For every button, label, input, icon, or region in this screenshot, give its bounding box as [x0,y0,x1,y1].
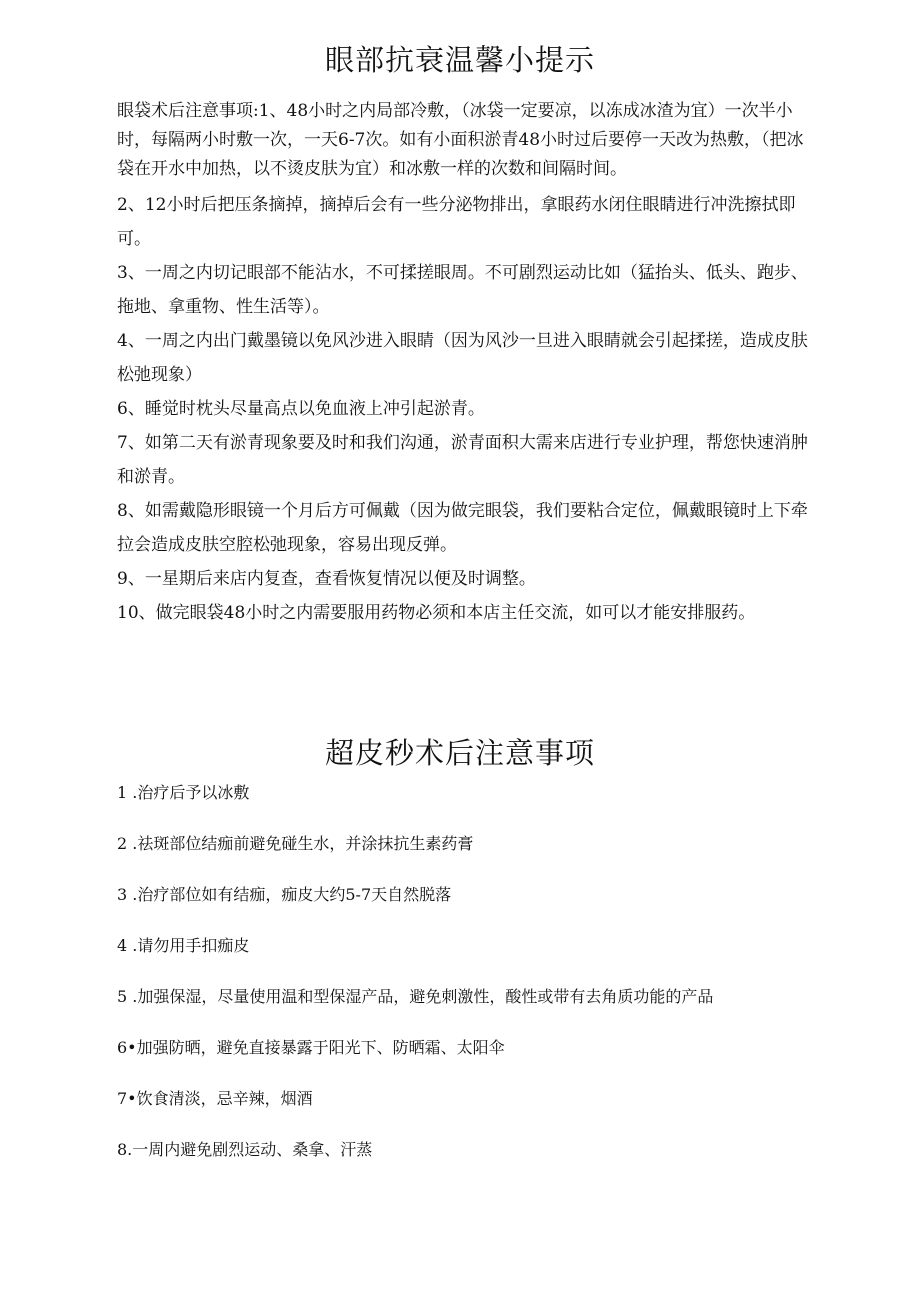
document-title-eye: 眼部抗衰温馨小提示 [324,43,595,77]
eye-care-item-7: 7、如第二天有淤青现象要及时和我们沟通，淤青面积大需来店进行专业护理，帮您快速消肿和淤青。 [117,433,808,487]
eye-care-section [117,97,809,630]
eye-care-item-6: 6、睡觉时枕头尽量高点以免血液上冲引起淤青。 [117,399,485,419]
eye-care-item-9: 9、一星期后来店内复查，查看恢复情况以便及时调整。 [117,569,536,589]
eye-bag-intro-paragraph: 眼袋术后注意事项:1、48小时之内局部冷敷，（冰袋一定要凉，以冻成冰渣为宜）一次半小时，每隔两小时敷一次，一天6-7次。如有小面积淤青48小时过后要停一天改为热敷，（把冰袋在开水中加热，以不烫皮肤为宜）和冰敷一样的次数和间隔时间。 [117,101,804,179]
eye-care-item-4: 4、一周之内出门戴墨镜以免风沙进入眼睛（因为风沙一旦进入眼睛就会引起揉搓，造成皮肤松弛现象） [117,331,808,385]
document-title-picosecond: 超皮秒术后注意事项 [324,736,595,770]
picosecond-item-3: 3 .治疗部位如有结痂，痂皮大约5-7天自然脱落 [117,885,452,904]
picosecond-item-5: 5 .加强保湿，尽量使用温和型保湿产品，避免刺激性，酸性或带有去角质功能的产品 [117,987,714,1006]
picosecond-item-6: 6•加强防晒，避免直接暴露于阳光下、防晒霜、太阳伞 [117,1038,505,1057]
picosecond-item-7: 7•饮食清淡，忌辛辣，烟酒 [117,1089,313,1108]
picosecond-item-8: 8.一周内避免剧烈运动、桑拿、汗蒸 [117,1140,373,1159]
eye-care-item-2: 2、12小时后把压条摘掉，摘掉后会有一些分泌物排出，拿眼药水闭住眼睛进行冲洗擦拭即可。 [117,195,796,249]
eye-care-item-8: 8、如需戴隐形眼镜一个月后方可佩戴（因为做完眼袋，我们要粘合定位，佩戴眼镜时上下牵拉会造成皮肤空腔松弛现象，容易出现反弹。 [117,501,808,555]
eye-care-item-3: 3、一周之内切记眼部不能沾水，不可揉搓眼周。不可剧烈运动比如（猛抬头、低头、跑步、拖地、拿重物、性生活等）。 [117,263,808,317]
eye-care-item-10: 10、做完眼袋48小时之内需要服用药物必须和本店主任交流，如可以才能安排服药。 [117,603,756,623]
picosecond-item-2: 2 .祛斑部位结痂前避免碰生水，并涂抹抗生素药膏 [117,834,474,853]
picosecond-item-4: 4 .请勿用手扣痂皮 [117,936,250,955]
picosecond-item-1: 1 .治疗后予以冰敷 [117,783,250,802]
